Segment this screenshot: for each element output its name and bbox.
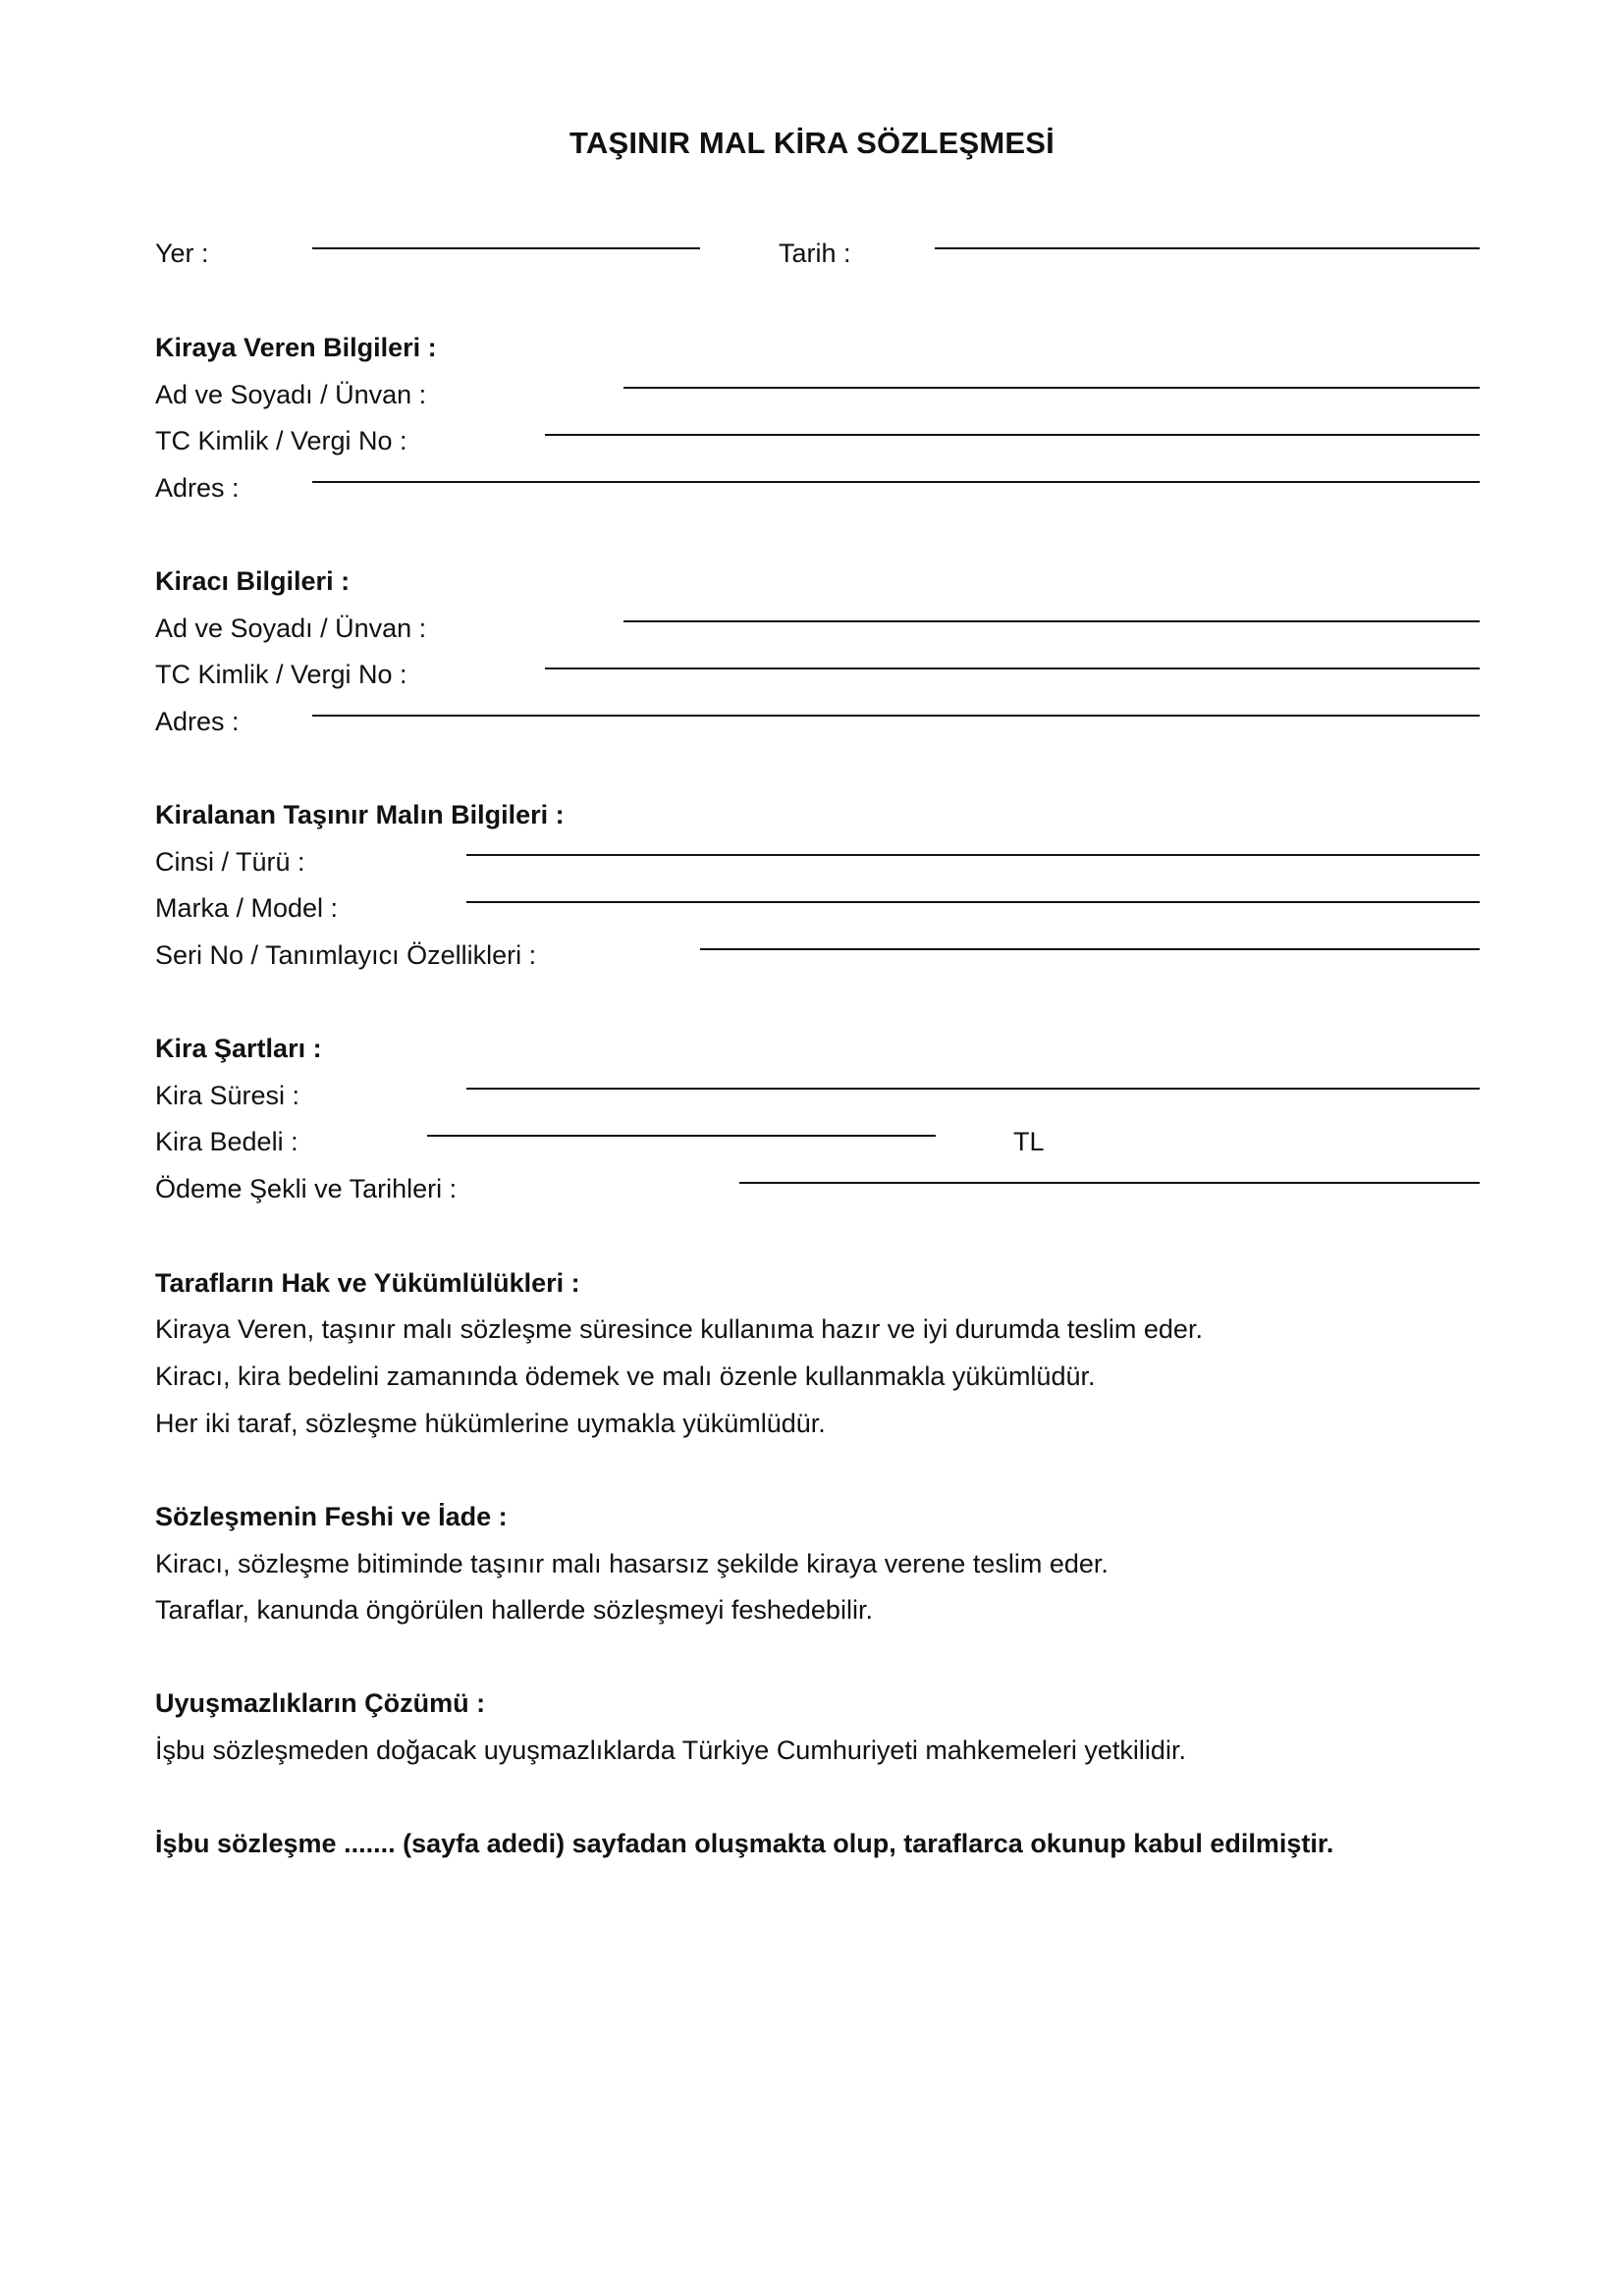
lessor-id-field[interactable] (545, 434, 1480, 436)
lessor-id-label: TC Kimlik / Vergi No : (155, 426, 407, 455)
tenant-name-label: Ad ve Soyadı / Ünvan : (155, 614, 427, 643)
tenant-heading: Kiracı Bilgileri : (155, 566, 351, 596)
property-brand-field[interactable] (466, 901, 1480, 903)
obligations-line: Kiraya Veren, taşınır malı sözleşme süresince kullanıma hazır ve iyi durumda teslim eder. (155, 1314, 1203, 1344)
closing-statement: İşbu sözleşme ....... (sayfa adedi) sayfadan oluşmakta olup, taraflarca okunup kabul edilmiştir. (155, 1829, 1334, 1858)
termination-line: Taraflar, kanunda öngörülen hallerde sözleşmeyi feshedebilir. (155, 1595, 873, 1625)
disputes-heading: Uyuşmazlıkların Çözümü : (155, 1688, 486, 1718)
property-type-label: Cinsi / Türü : (155, 847, 305, 877)
property-serial-label: Seri No / Tanımlayıcı Özellikleri : (155, 940, 537, 970)
property-type-field[interactable] (466, 854, 1480, 856)
lessor-name-label: Ad ve Soyadı / Ünvan : (155, 380, 427, 409)
payment-terms-label: Ödeme Şekli ve Tarihleri : (155, 1174, 458, 1203)
rent-duration-field[interactable] (466, 1088, 1480, 1090)
rent-fee-field[interactable] (427, 1135, 936, 1137)
lessor-name-field[interactable] (623, 387, 1480, 389)
document-title: TAŞINIR MAL KİRA SÖZLEŞMESİ (569, 126, 1055, 160)
disputes-line: İşbu sözleşmeden doğacak uyuşmazlıklarda Türkiye Cumhuriyeti mahkemeleri yetkilidir. (155, 1735, 1186, 1765)
termination-line: Kiracı, sözleşme bitiminde taşınır malı hasarsız şekilde kiraya verene teslim eder. (155, 1549, 1109, 1578)
property-brand-label: Marka / Model : (155, 893, 339, 923)
property-serial-field[interactable] (700, 948, 1480, 950)
lessor-heading: Kiraya Veren Bilgileri : (155, 333, 437, 362)
property-heading: Kiralanan Taşınır Malın Bilgileri : (155, 800, 565, 829)
place-field[interactable] (312, 247, 700, 249)
tenant-address-label: Adres : (155, 707, 240, 736)
termination-heading: Sözleşmenin Feshi ve İade : (155, 1502, 508, 1531)
lessor-address-field[interactable] (312, 481, 1480, 483)
obligations-line: Kiracı, kira bedelini zamanında ödemek ve malı özenle kullanmakla yükümlüdür. (155, 1362, 1096, 1391)
rent-fee-label: Kira Bedeli : (155, 1127, 298, 1156)
obligations-line: Her iki taraf, sözleşme hükümlerine uymakla yükümlüdür. (155, 1409, 826, 1438)
terms-heading: Kira Şartları : (155, 1034, 322, 1063)
tenant-id-label: TC Kimlik / Vergi No : (155, 660, 407, 689)
obligations-heading: Tarafların Hak ve Yükümlülükleri : (155, 1268, 580, 1298)
tenant-address-field[interactable] (312, 715, 1480, 717)
tenant-name-field[interactable] (623, 620, 1480, 622)
payment-terms-field[interactable] (739, 1182, 1480, 1184)
place-label: Yer : (155, 239, 209, 268)
date-field[interactable] (935, 247, 1480, 249)
lessor-address-label: Adres : (155, 473, 240, 503)
tenant-id-field[interactable] (545, 667, 1480, 669)
date-label: Tarih : (779, 239, 851, 268)
currency-label: TL (1013, 1127, 1045, 1156)
rent-duration-label: Kira Süresi : (155, 1081, 300, 1110)
